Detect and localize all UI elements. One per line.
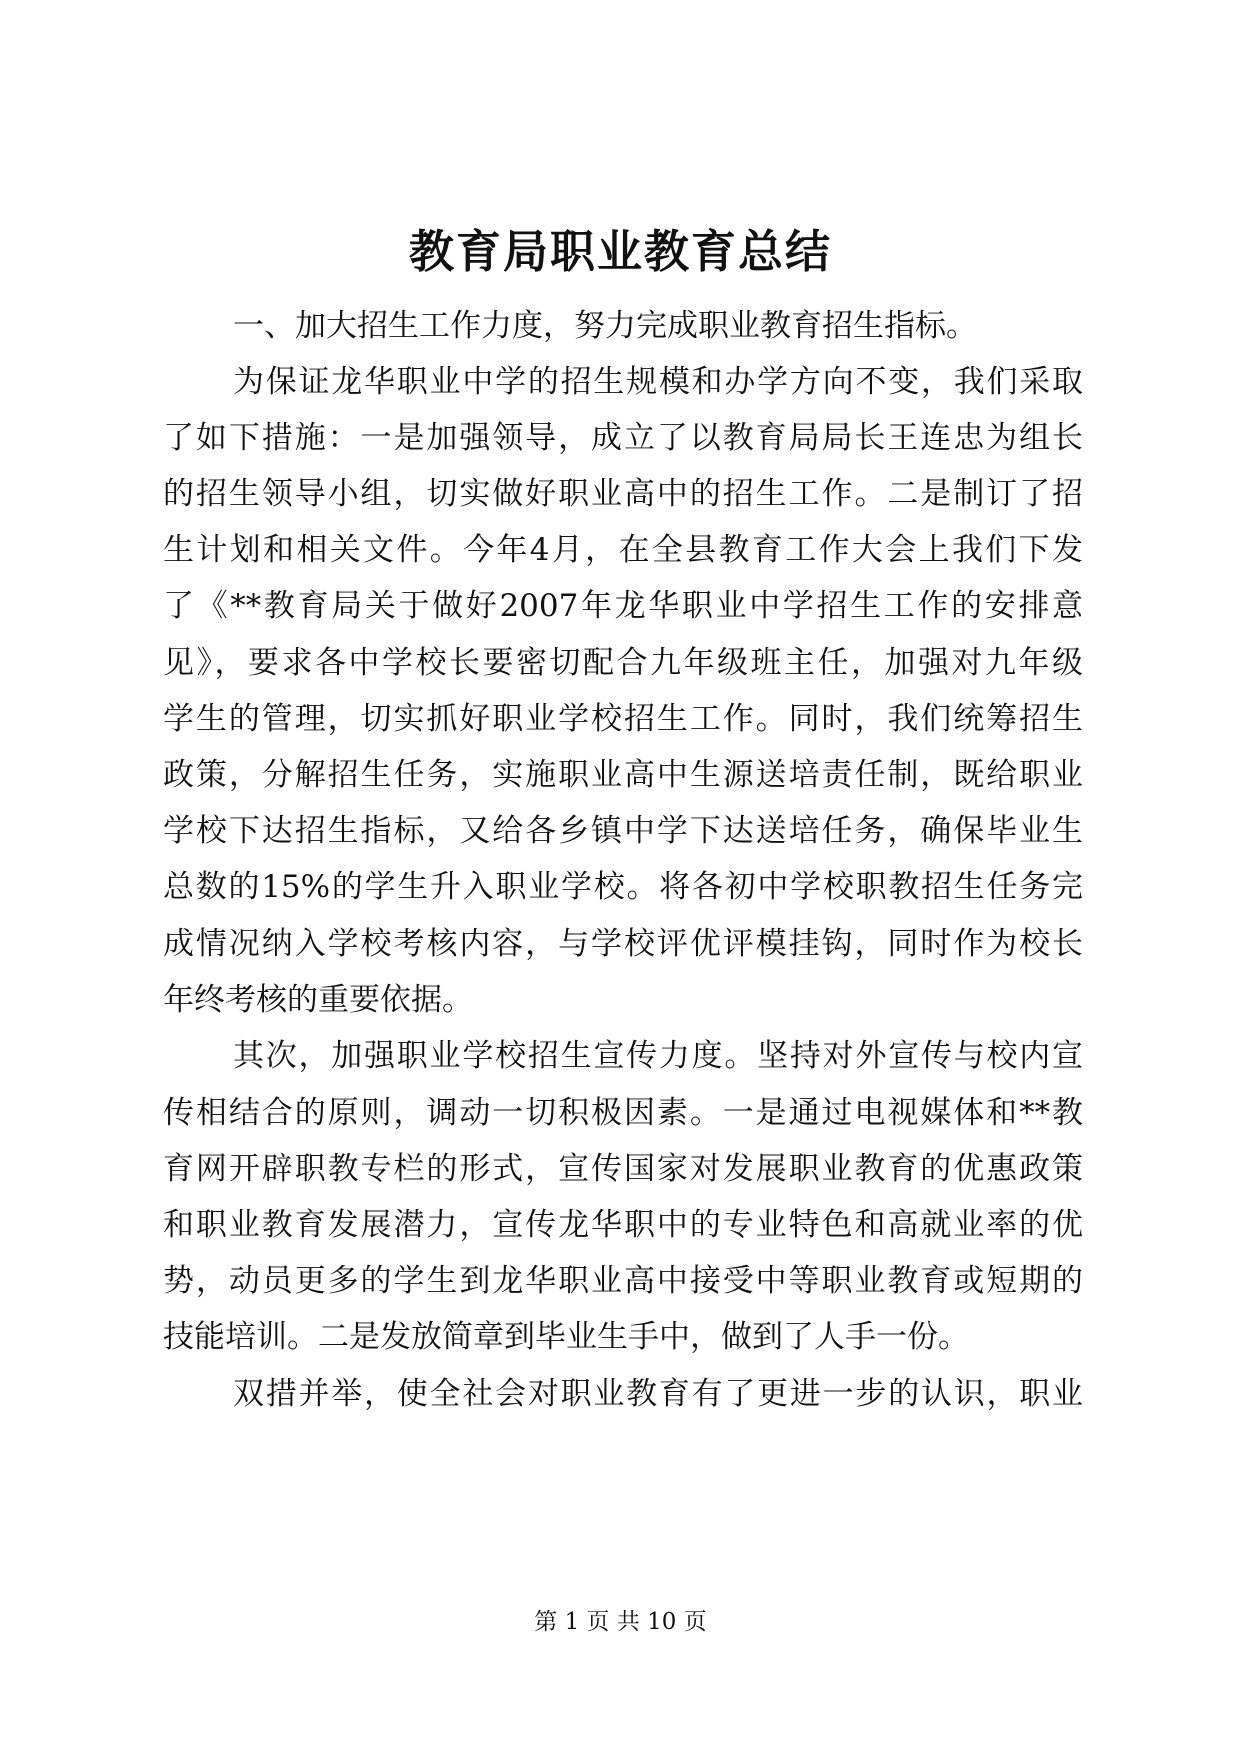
paragraph-line: 年终考核的重要依据。 [163,982,473,1018]
paragraph-line: 了如下措施：一是加强领导，成立了以教育局局长王连忠为组长 [163,420,1083,456]
paragraph-line: 生计划和相关文件。今年4月，在全县教育工作大会上我们下发 [163,532,1083,568]
paragraph-line: 成情况纳入学校考核内容，与学校评优评模挂钩，同时作为校长 [163,926,1083,962]
paragraph-line: 技能培训。二是发放简章到毕业生手中，做到了人手一份。 [163,1319,969,1355]
paragraph-line: 双措并举，使全社会对职业教育有了更进一步的认识，职业 [233,1376,1083,1412]
paragraph-line: 总数的15%的学生升入职业学校。将各初中学校职教招生任务完 [163,869,1083,905]
paragraph-line: 学校下达招生指标，又给各乡镇中学下达送培任务，确保毕业生 [163,813,1083,849]
paragraph-line: 和职业教育发展潜力，宣传龙华职中的专业特色和高就业率的优 [163,1207,1083,1243]
document-title: 教育局职业教育总结 [408,225,832,278]
page-number-footer: 第 1 页 共 10 页 [534,1609,707,1635]
paragraph-line: 其次，加强职业学校招生宣传力度。坚持对外宣传与校内宣 [233,1038,1083,1074]
paragraph-line: 育网开辟职教专栏的形式，宣传国家对发展职业教育的优惠政策 [163,1151,1083,1187]
paragraph-line: 了《**教育局关于做好2007年龙华职业中学招生工作的安排意 [163,588,1083,624]
paragraph-line: 政策，分解招生任务，实施职业高中生源送培责任制，既给职业 [163,757,1083,793]
paragraph-line: 见》，要求各中学校长要密切配合九年级班主任，加强对九年级 [163,645,1083,681]
paragraph-line: 的招生领导小组，切实做好职业高中的招生工作。二是制订了招 [163,476,1083,512]
paragraph-line: 势，动员更多的学生到龙华职业高中接受中等职业教育或短期的 [163,1263,1083,1299]
paragraph-line: 学生的管理，切实抓好职业学校招生工作。同时，我们统筹招生 [163,701,1083,737]
paragraph-line: 传相结合的原则，调动一切积极因素。一是通过电视媒体和**教 [163,1095,1083,1131]
paragraph-line: 为保证龙华职业中学的招生规模和办学方向不变，我们采取 [233,364,1083,400]
section-heading: 一、加大招生工作力度，努力完成职业教育招生指标。 [233,308,977,344]
